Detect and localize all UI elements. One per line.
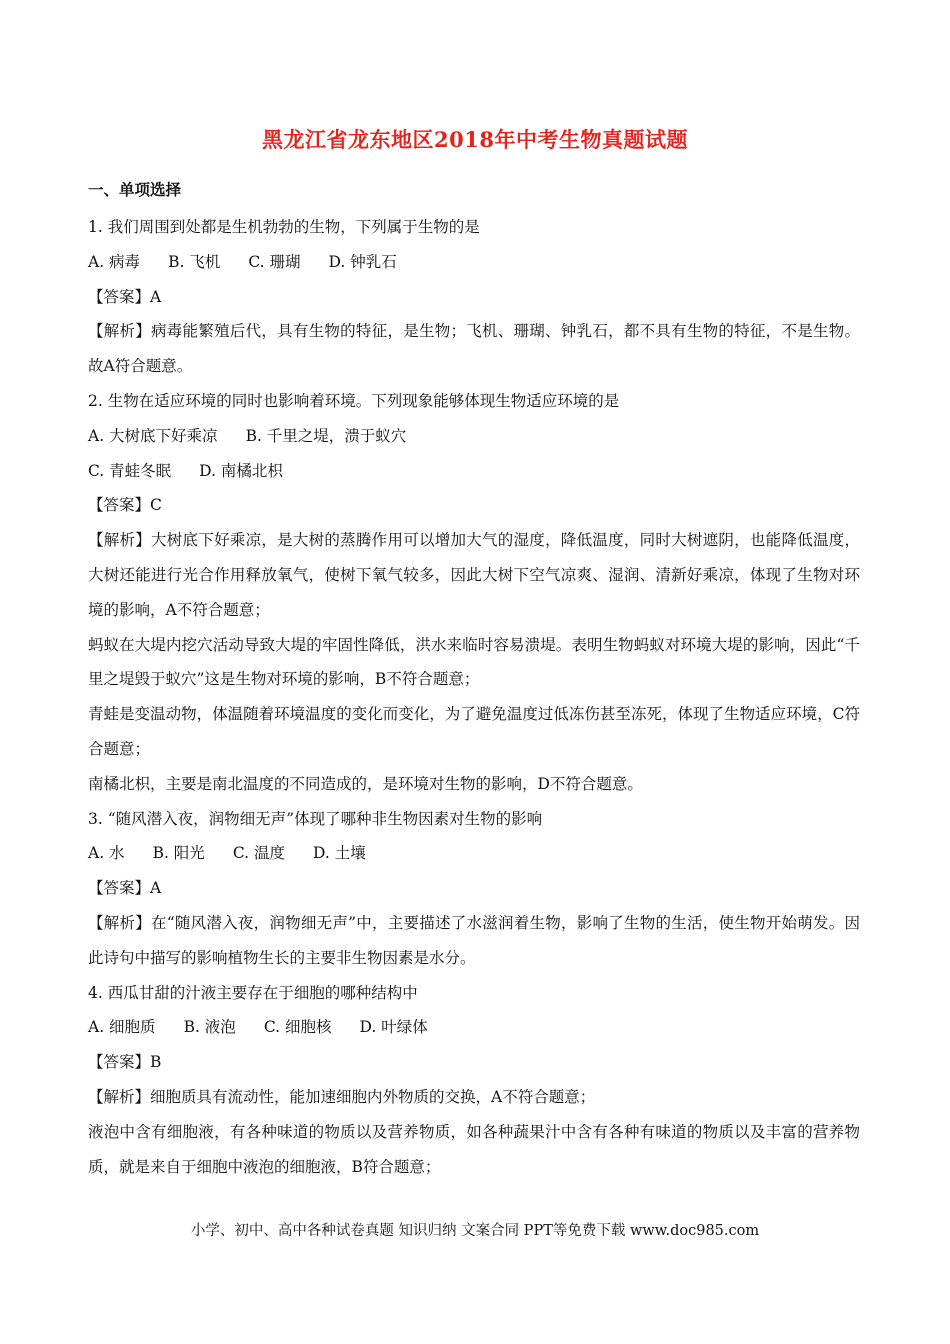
analysis-paragraph: 蚂蚁在大堤内挖穴活动导致大堤的牢固性降低，洪水来临时容易溃堤。表明生物蚂蚁对环境大堤的影响，因此“千里之堤毁于蚁穴”这是生物对环境的影响，B不符合题意； xyxy=(88,635,860,689)
question-stem: 1. 我们周围到处都是生机勃勃的生物，下列属于生物的是 xyxy=(88,218,480,236)
analysis-paragraph: 液泡中含有细胞液，有各种味道的物质以及营养物质，如各种蔬果汁中含有各种有味道的物质以及丰富的营养物质，就是来自于细胞中液泡的细胞液，B符合题意； xyxy=(88,1122,860,1176)
analysis-paragraph: 【解析】病毒能繁殖后代，具有生物的特征，是生物；飞机、珊瑚、钟乳石，都不具有生物的特征，不是生物。故A符合题意。 xyxy=(88,322,860,376)
option-item: C. 青蛙冬眠 xyxy=(88,461,172,480)
option-item: A. 病毒 xyxy=(88,252,141,271)
question-stem: 4. 西瓜甘甜的汁液主要存在于细胞的哪种结构中 xyxy=(88,983,418,1002)
question-list xyxy=(88,210,860,1184)
analysis-paragraph: 【解析】细胞质具有流动性，能加速细胞内外物质的交换，A不符合题意； xyxy=(88,1087,596,1106)
options-row xyxy=(88,419,860,454)
option-item: B. 千里之堤，溃于蚁穴 xyxy=(245,426,407,445)
question-block xyxy=(88,384,860,802)
option-item: C. 温度 xyxy=(232,844,285,863)
question-stem: 2. 生物在适应环境的同时也影响着环境。下列现象能够体现生物适应环境的是 xyxy=(88,391,620,410)
option-item: D. 叶绿体 xyxy=(359,1018,428,1037)
question-block xyxy=(88,976,860,1185)
answer-line: 【答案】B xyxy=(88,1053,162,1072)
question-stem: 3. “随风潜入夜，润物细无声”体现了哪种非生物因素对生物的影响 xyxy=(88,809,543,828)
options-row xyxy=(88,454,860,489)
option-item: B. 液泡 xyxy=(183,1018,236,1037)
analysis-paragraph: 【解析】在“随风潜入夜，润物细无声”中，主要描述了水滋润着生物，影响了生物的生活，使生物开始萌发。因此诗句中描写的影响植物生长的主要非生物因素是水分。 xyxy=(88,913,860,967)
question-block xyxy=(88,802,860,976)
option-item: C. 细胞核 xyxy=(263,1018,332,1037)
option-item: D. 南橘北枳 xyxy=(199,461,283,480)
answer-line: 【答案】A xyxy=(88,879,162,898)
answer-line: 【答案】A xyxy=(88,287,162,306)
page-footer: 小学、初中、高中各种试卷真题 知识归纳 文案合同 PPT等免费下载 www.doc985.com xyxy=(190,1223,760,1239)
option-item: D. 土壤 xyxy=(312,844,366,863)
option-item: B. 飞机 xyxy=(168,252,221,271)
analysis-paragraph: 【解析】大树底下好乘凉，是大树的蒸腾作用可以增加大气的湿度，降低温度，同时大树遮阴，也能降低温度，大树还能进行光合作用释放氧气，使树下氧气较多，因此大树下空气凉爽、湿润、清新好乘凉，体现了生物对环境的影响，A不符合题意； xyxy=(88,531,860,619)
option-item: B. 阳光 xyxy=(152,844,205,863)
options-row xyxy=(88,1010,860,1045)
section-heading: 一、单项选择 xyxy=(88,180,182,199)
document-body xyxy=(88,176,860,1184)
option-item: D. 钟乳石 xyxy=(328,252,397,271)
analysis-paragraph: 南橘北枳，主要是南北温度的不同造成的，是环境对生物的影响，D不符合题意。 xyxy=(88,774,643,793)
option-item: A. 细胞质 xyxy=(88,1018,156,1037)
option-item: C. 珊瑚 xyxy=(248,252,301,271)
document-title: 黑龙江省龙东地区2018年中考生物真题试题 xyxy=(262,127,688,152)
answer-line: 【答案】C xyxy=(88,496,162,515)
question-block xyxy=(88,210,860,384)
options-row xyxy=(88,836,860,871)
option-item: A. 水 xyxy=(88,844,125,863)
options-row xyxy=(88,245,860,280)
analysis-paragraph: 青蛙是变温动物，体温随着环境温度的变化而变化，为了避免温度过低冻伤甚至冻死，体现了生物适应环境，C符合题意； xyxy=(88,705,860,758)
option-item: A. 大树底下好乘凉 xyxy=(88,426,218,445)
